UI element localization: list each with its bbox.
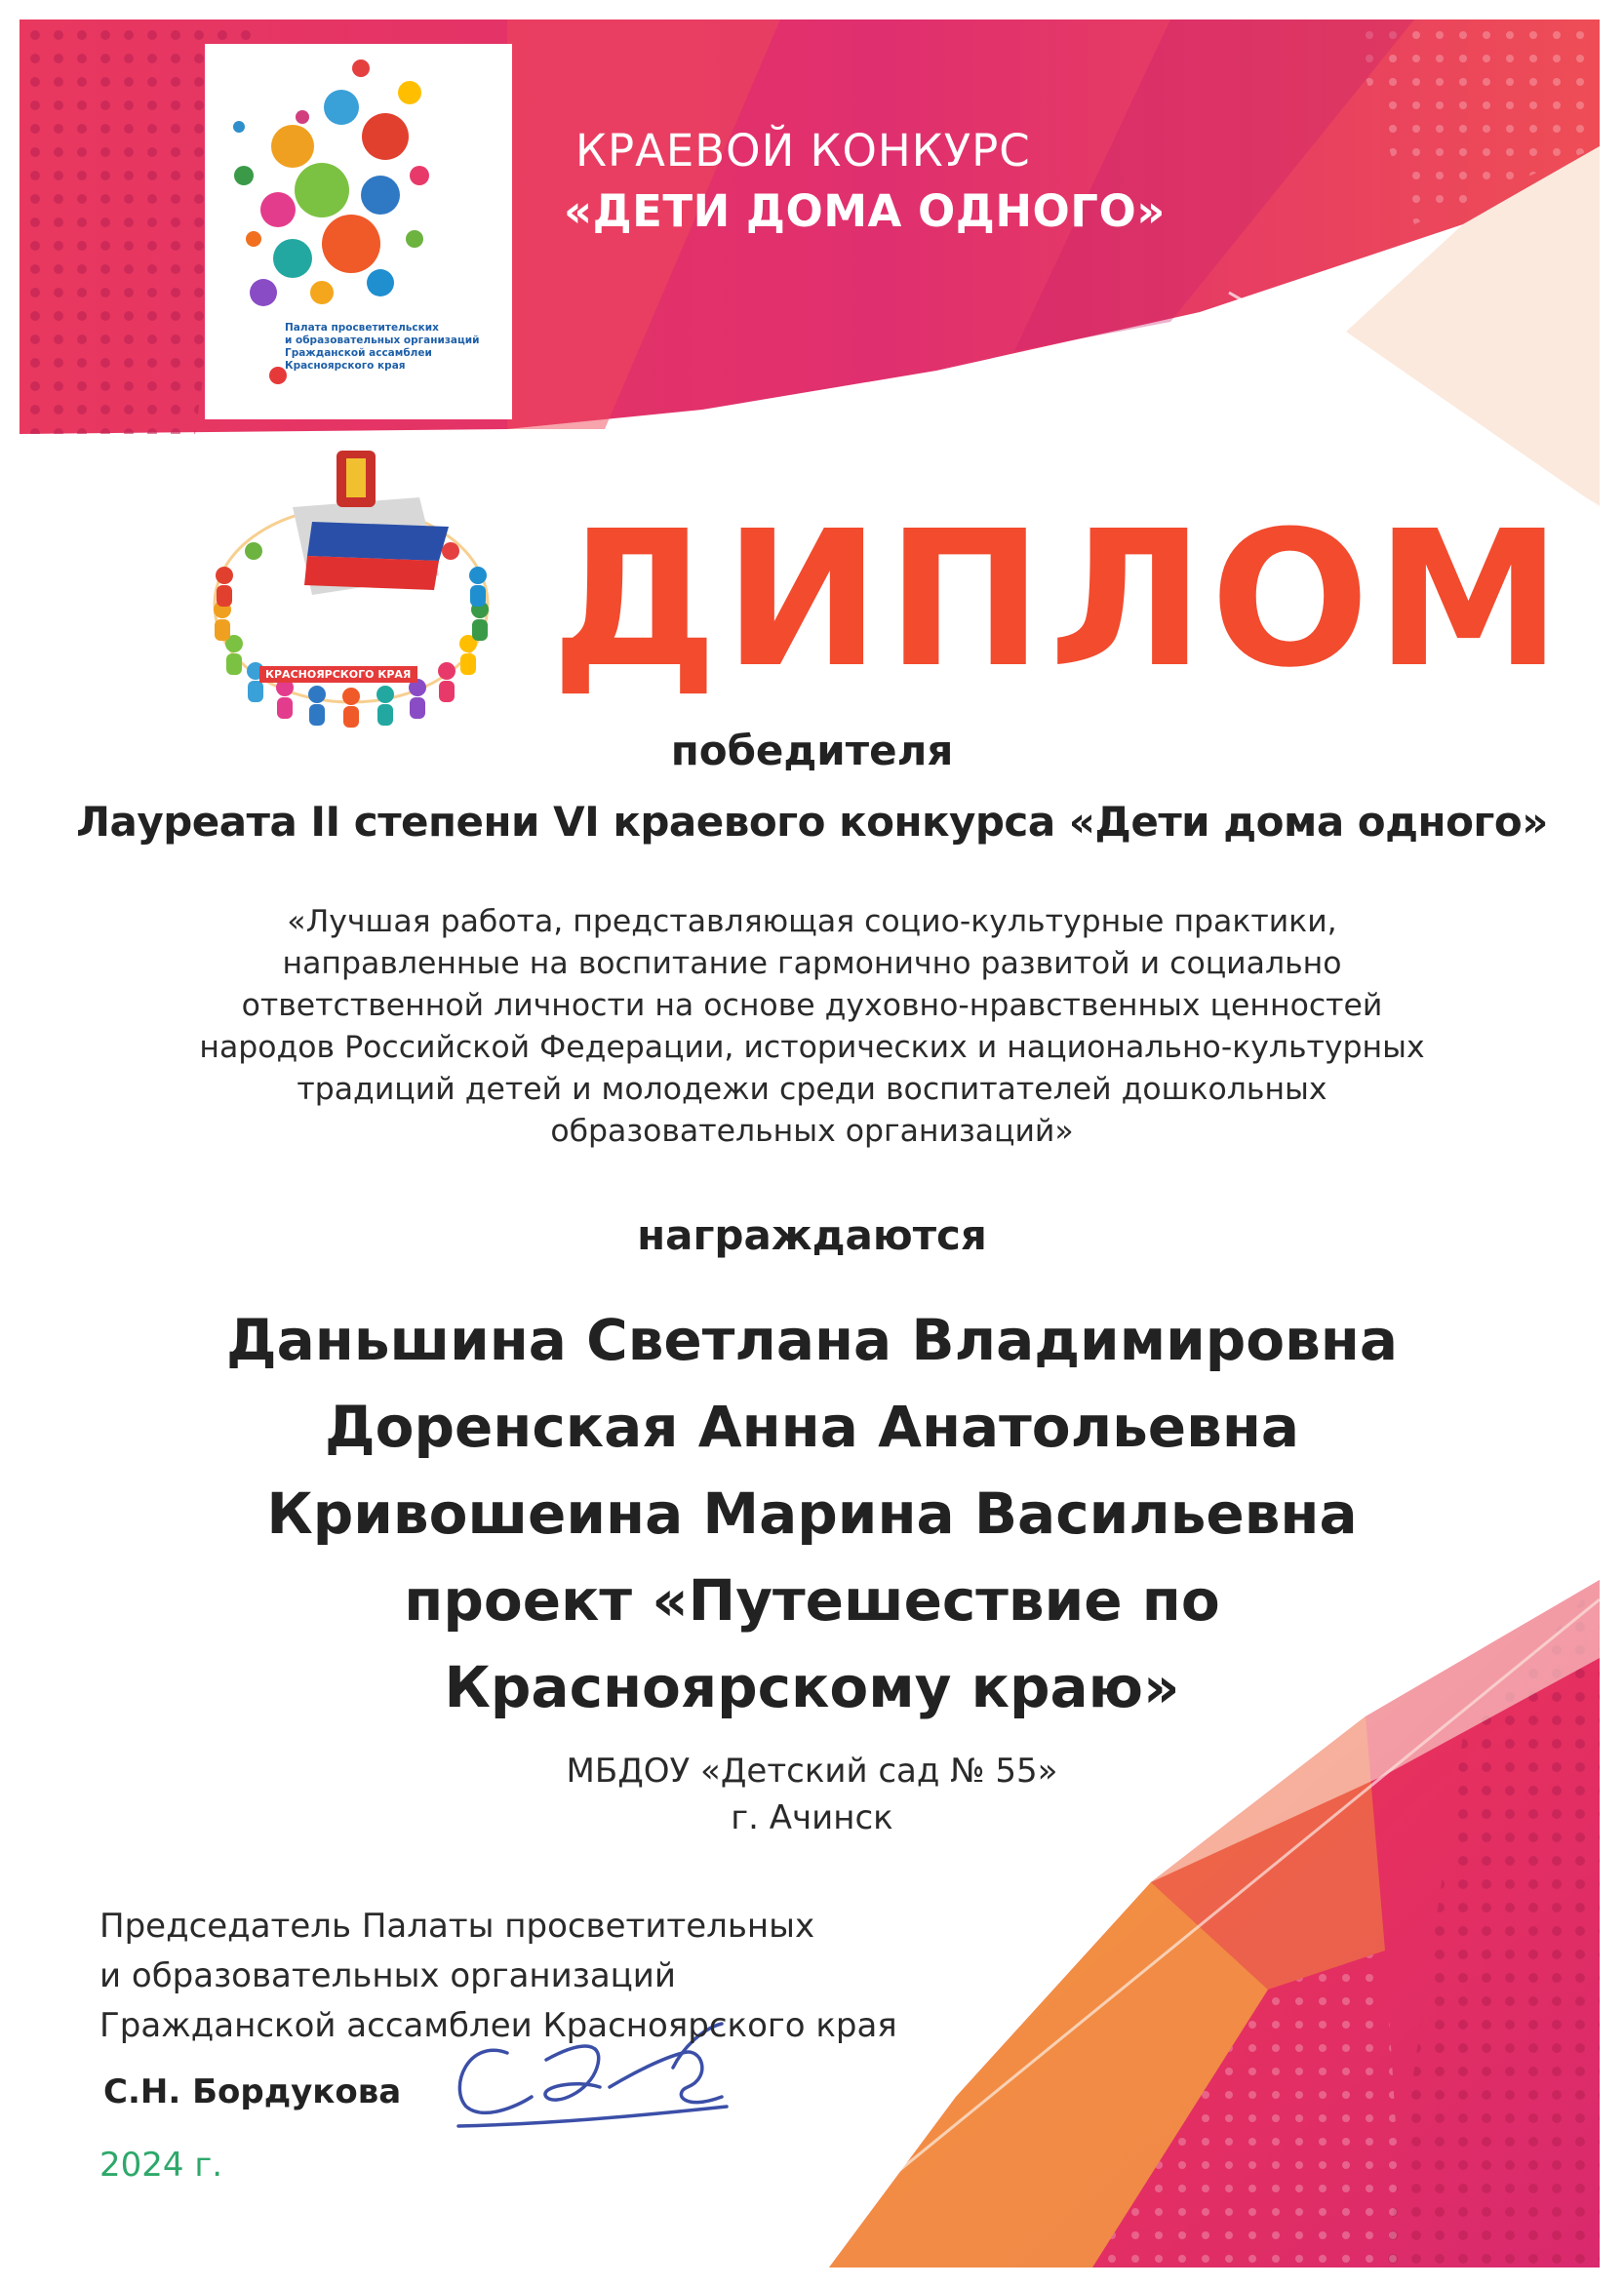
awardee-name: Даньшина Светлана Владимировна <box>225 1307 1399 1373</box>
project-title: проект «Путешествие по <box>404 1567 1220 1634</box>
project-title: Красноярскому краю» <box>444 1654 1180 1720</box>
chamber-logo-line: Красноярского края <box>285 360 406 372</box>
assembly-logo-line1: ГРАЖДАНСКАЯ <box>259 605 446 628</box>
assembly-logo <box>214 451 489 728</box>
nomination-line: народов Российской Федерации, исторических и национально-культурных <box>199 1030 1425 1065</box>
organization-city: г. Ачинск <box>731 1798 893 1837</box>
chair-title-line: и образовательных организаций <box>99 1956 676 1995</box>
chair-title <box>99 1902 1075 2051</box>
chamber-logo-caption <box>285 322 529 373</box>
nomination-line: направленные на воспитание гармонично развитой и социально <box>282 946 1342 981</box>
chair-title-line: Гражданской ассамблеи Красноярского края <box>99 2006 897 2045</box>
chair-title-line: Председатель Палаты просветительных <box>99 1907 815 1946</box>
organization-name: МБДОУ «Детский сад № 55» <box>566 1752 1058 1791</box>
signatory-name: С.Н. Бордукова <box>103 2072 402 2111</box>
nomination-line: традиций детей и молодежи среди воспитателей дошкольных <box>297 1072 1327 1107</box>
laureate-line: Лауреата II степени VI краевого конкурса «Дети дома одного» <box>76 798 1548 846</box>
assembly-logo-line3: КРАСНОЯРСКОГО КРАЯ <box>259 666 417 683</box>
awardee-names <box>0 1297 1624 1731</box>
awardee-name: Доренская Анна Анатольевна <box>324 1394 1300 1460</box>
chamber-logo-line: Палата просветительских <box>285 322 439 334</box>
awarded-word: награждаются <box>637 1211 987 1259</box>
organization-block <box>0 1748 1624 1841</box>
nomination-line: ответственной личности на основе духовно-нравственных ценностей <box>241 988 1383 1023</box>
nomination-text <box>0 901 1624 1153</box>
nomination-line: образовательных организаций» <box>550 1114 1074 1149</box>
contest-title-line1: КРАЕВОЙ КОНКУРС <box>575 125 1031 177</box>
chamber-logo-line: и образовательных организаций <box>285 335 480 346</box>
diploma-title: ДИПЛОМ <box>551 492 1568 709</box>
nomination-line: «Лучшая работа, представляющая социо-культурные практики, <box>287 904 1337 939</box>
awardee-name: Кривошеина Марина Васильевна <box>266 1480 1358 1547</box>
winner-word: победителя <box>670 727 954 774</box>
contest-title-line2: «ДЕТИ ДОМА ОДНОГО» <box>564 185 1166 237</box>
diploma-year: 2024 г. <box>99 2146 223 2185</box>
assembly-logo-line2: АССАМБЛЕЯ <box>259 628 461 660</box>
assembly-logo-caption <box>259 605 474 683</box>
chamber-logo-line: Гражданской ассамблеи <box>285 347 432 359</box>
